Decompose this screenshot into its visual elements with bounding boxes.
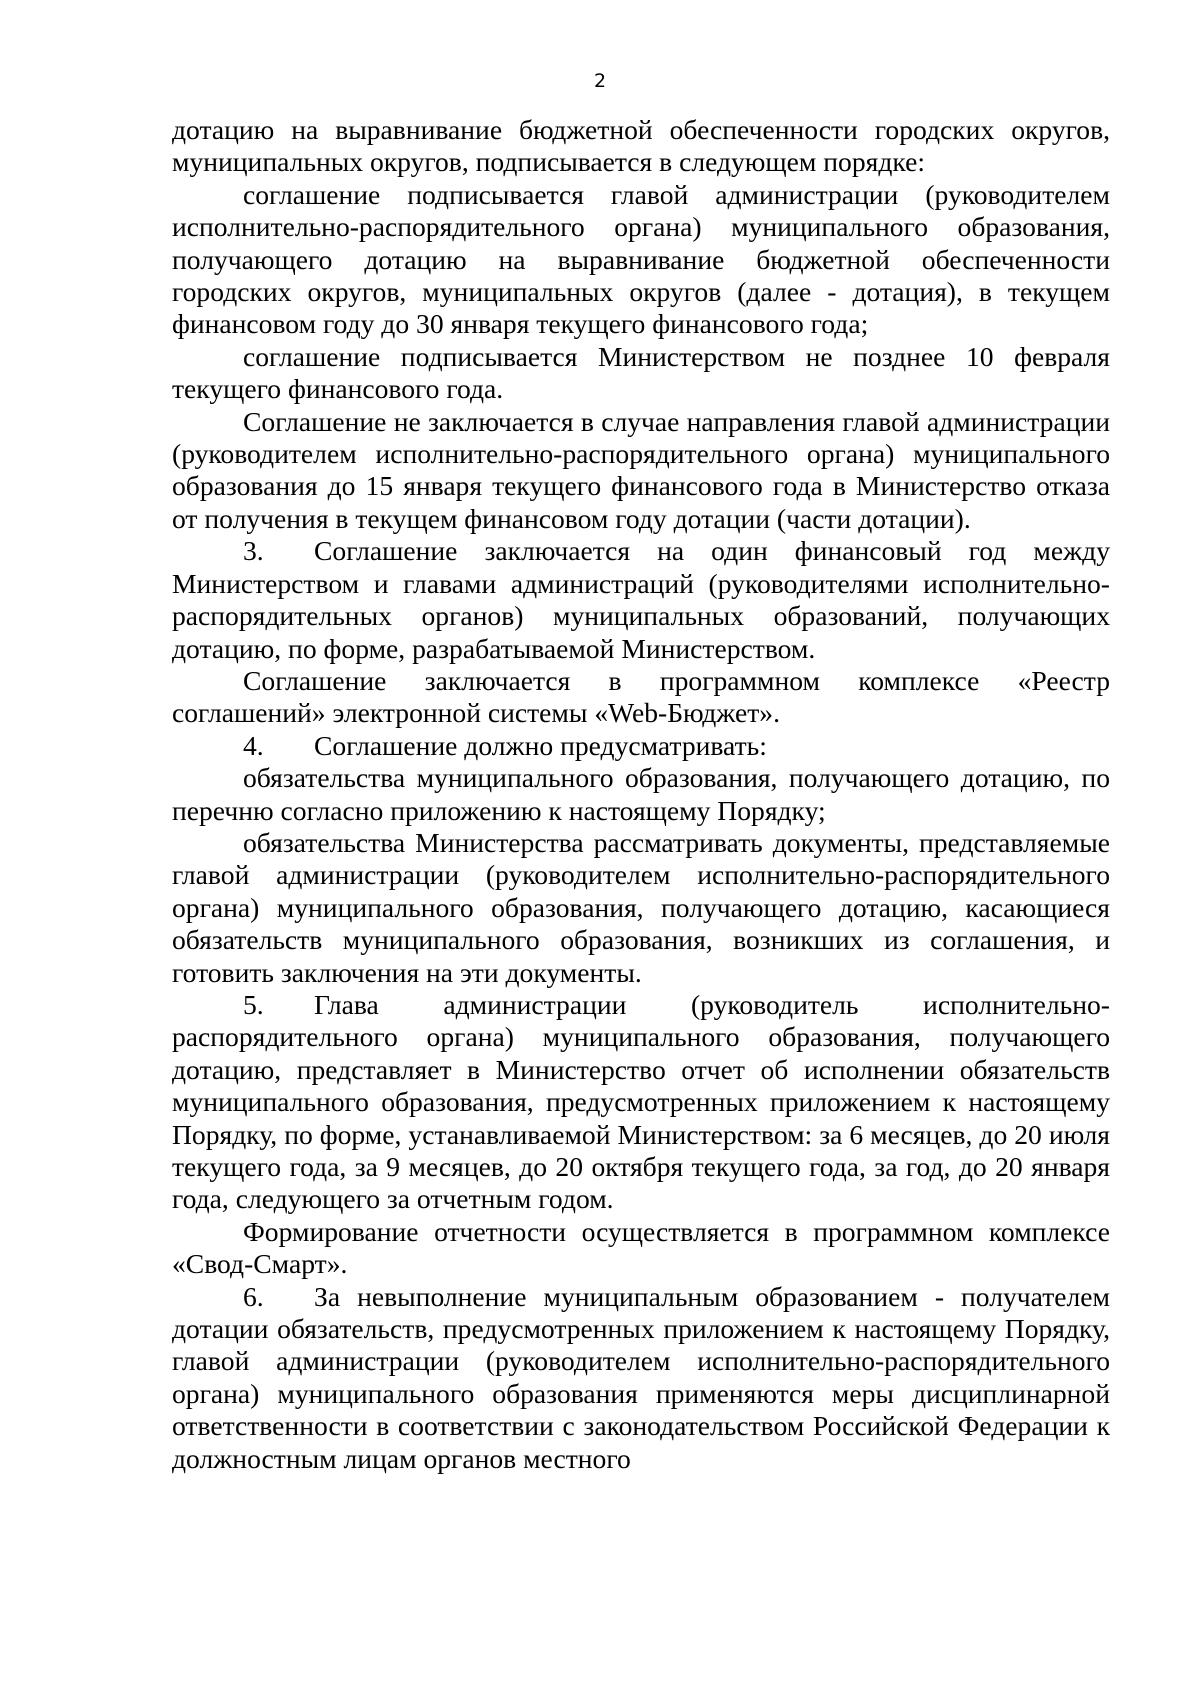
paragraph-text: соглашение подписывается Министерством не позднее 10 февраля текущего финансового года. bbox=[172, 340, 1110, 405]
paragraph-text: обязательства муниципального образования, получающего дотацию, по перечню согласно приложению к настоящему Порядку; bbox=[172, 762, 1110, 826]
paragraph-text: Соглашение заключается на один финансовый год между Министерством и главами администраций (руководителями исполнительно-распорядительных органов) муниципальных образований, получающих дотацию, по форме, разрабатываемой Министерством. bbox=[172, 535, 1110, 664]
paragraph-number: 6. bbox=[243, 1280, 264, 1312]
numbered-paragraph bbox=[172, 989, 1110, 1216]
paragraph-text: Соглашение должно предусматривать: bbox=[314, 729, 767, 761]
paragraph-text: дотацию на выравнивание бюджетной обеспеченности городских округов, муниципальных округов, подписывается в следующем порядке: bbox=[172, 114, 1110, 178]
paragraph bbox=[172, 406, 1110, 536]
numbered-paragraph bbox=[172, 1281, 1110, 1475]
paragraph-number: 4. bbox=[243, 729, 264, 761]
paragraph-text: Соглашение не заключается в случае направления главой администрации (руководителем исполнительно-распорядительного органа) муниципального образования до 15 января текущего финансового года в Министерство отказа от получения в текущем финансовом году дотации (части дотации). bbox=[172, 405, 1110, 534]
paragraph-text: Глава администрации (руководитель исполнительно-распорядительного органа) муниципального образования, получающего дотацию, представляет в Министерство отчет об исполнении обязательств муниципального образования, предусмотренных приложением к настоящему Порядку, по форме, устанавливаемой Министерством: за 6 месяцев, до 20 июля текущего года, за 9 месяцев, до 20 октября текущего года, за год, до 20 января года, следующего за отчетным годом. bbox=[172, 988, 1110, 1215]
paragraph-text: За невыполнение муниципальным образованием - получателем дотации обязательств, предусмотренных приложением к настоящему Порядку, главой администрации (руководителем исполнительно-распорядительного органа) муниципального образования применяются меры дисциплинарной ответственности в соответствии с законодательством Российской Федерации к должностным лицам органов местного bbox=[172, 1280, 1110, 1474]
paragraph bbox=[172, 179, 1110, 341]
document-body bbox=[172, 114, 1110, 1475]
paragraph bbox=[172, 114, 1110, 179]
paragraph-number: 5. bbox=[243, 988, 264, 1020]
numbered-paragraph bbox=[172, 535, 1110, 665]
numbered-paragraph bbox=[172, 730, 1110, 762]
paragraph-text: Формирование отчетности осуществляется в программном комплексе «Свод-Смарт». bbox=[172, 1215, 1110, 1280]
paragraph-text: соглашение подписывается главой администрации (руководителем исполнительно-распорядительного органа) муниципального образования, получающего дотацию на выравнивание бюджетной обеспеченности городских округов, муниципальных округов (далее - дотация), в текущем финансовом году до 30 января текущего финансового года; bbox=[172, 178, 1110, 340]
paragraph-text: Соглашение заключается в программном комплексе «Реестр соглашений» электронной системы «Web-Бюджет». bbox=[172, 664, 1110, 729]
paragraph bbox=[172, 341, 1110, 406]
paragraph-text: обязательства Министерства рассматривать документы, представляемые главой администрации (руководителем исполнительно-распорядительного органа) муниципального образования, получающего дотацию, касающиеся обязательств муниципального образования, возникших из соглашения, и готовить заключения на эти документы. bbox=[172, 826, 1110, 988]
paragraph bbox=[172, 762, 1110, 827]
paragraph bbox=[172, 1216, 1110, 1281]
paragraph bbox=[172, 827, 1110, 989]
paragraph-number: 3. bbox=[243, 535, 264, 567]
page-number: 2 bbox=[593, 70, 607, 92]
paragraph bbox=[172, 665, 1110, 730]
